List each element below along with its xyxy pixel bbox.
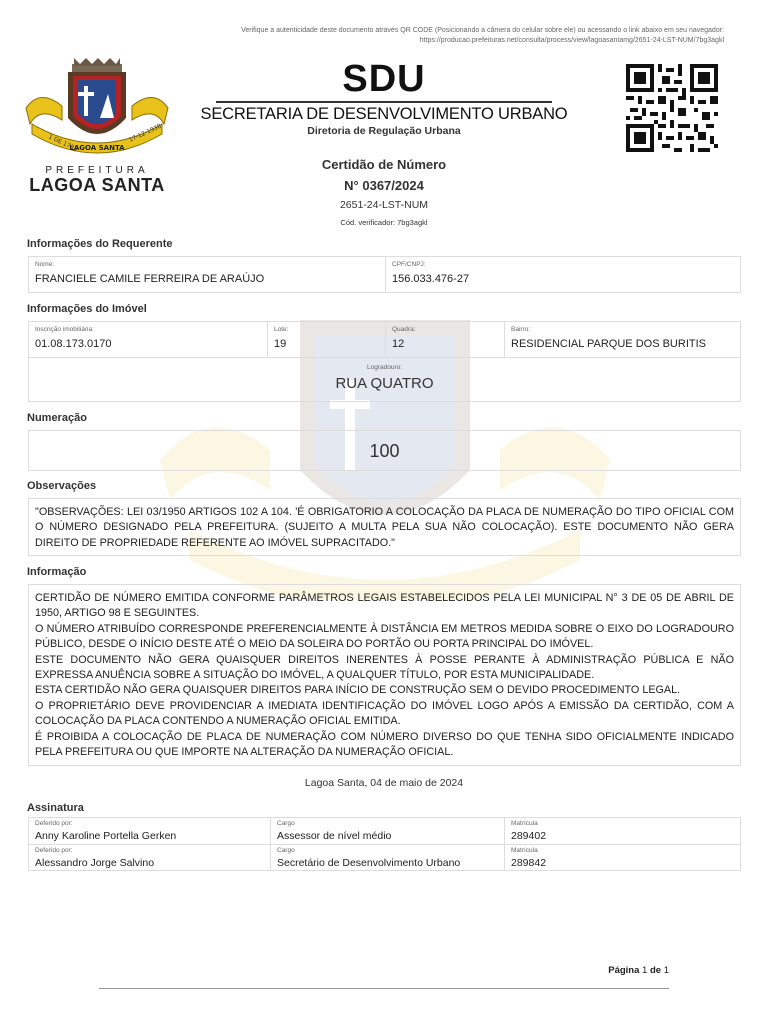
quadra-cell (385, 322, 504, 357)
informacao-heading: Informação (27, 566, 87, 578)
svg-text:LAGOA SANTA: LAGOA SANTA (69, 144, 125, 152)
page-label: Página (608, 965, 640, 976)
assinatura-heading: Assinatura (27, 802, 84, 814)
nome-label: Nome: (35, 261, 55, 268)
cargo-label: Cargo (277, 820, 295, 827)
deferido-label: Deferido por: (35, 820, 73, 827)
deferido-name: Anny Karoline Portella Gerken (35, 830, 177, 842)
assinatura-row (29, 818, 740, 845)
cpf-value: 156.033.476-27 (392, 273, 470, 285)
assinatura-table (28, 817, 741, 871)
lote-cell (267, 322, 385, 357)
city-name: LAGOA SANTA (29, 175, 165, 195)
deferido-label: Deferido por: (35, 847, 73, 854)
numeracao-box (28, 430, 741, 471)
qr-code[interactable] (626, 64, 718, 152)
diretoria-title: Diretoria de Regulação Urbana (307, 125, 461, 137)
matricula-label: Matrícula (511, 820, 538, 827)
place-date: Lagoa Santa, 04 de maio de 2024 (304, 777, 464, 789)
assinatura-row (29, 845, 740, 871)
requerente-box (28, 256, 741, 293)
inscricao-label: Inscrição imobiliária: (35, 326, 94, 333)
informacao-paragraph: ESTE DOCUMENTO NÃO GERA QUAISQUER DIREITOS INERENTES À POSSE PERANTE À ADMINISTRAÇÃO PÚBLICA E NÃO EXPRESSA ANUÊNCIA SOBRE A SITUAÇÃO DO IMÓVEL, A QUALQUER TÍTULO, POR ESTA MUNICIPALIDADE. (35, 653, 734, 682)
prefeitura-label: PREFEITURA (45, 165, 149, 176)
quadra-value: 12 (392, 338, 405, 350)
svg-text:1 DE 1733: 1 DE 1733 (47, 133, 79, 154)
de-label: de (649, 965, 662, 976)
lote-value: 19 (274, 338, 287, 350)
observacoes-box (28, 498, 741, 556)
bairro-value: RESIDENCIAL PARQUE DOS BURITIS (511, 338, 706, 350)
cargo-label: Cargo (277, 847, 295, 854)
deferido-cell (29, 818, 270, 844)
quadra-label: Quadra: (392, 326, 416, 333)
secretaria-title: SECRETARIA DE DESENVOLVIMENTO URBANO (200, 105, 568, 123)
matricula-cell (504, 845, 740, 871)
nome-value: FRANCIELE CAMILE FERREIRA DE ARAÚJO (35, 273, 265, 285)
certificate-number: N° 0367/2024 (344, 178, 424, 193)
cargo-cell (270, 845, 504, 871)
informacao-paragraph: É PROIBIDA A COLOCAÇÃO DE PLACA DE NUMERAÇÃO COM NÚMERO DIVERSO DO QUE TENHA SIDO OFICIALMENTE INDICADO PELA PREFEITURA OU QUE IMPORTE NA ALTERAÇÃO DA NUMERAÇÃO OFICIAL. (35, 730, 734, 759)
informacao-box (28, 584, 741, 766)
requerente-heading: Informações do Requerente (27, 238, 173, 250)
logradouro-box (28, 358, 741, 402)
imovel-box (28, 321, 741, 358)
bairro-cell (504, 322, 740, 357)
verification-text: Verifique a autenticidade deste documento através QR CODE (Posicionando a câmera do celular sobre ele) ou acessando o link abaixo em seu navegador: (241, 27, 724, 34)
observacoes-heading: Observações (27, 480, 97, 492)
svg-text:17-12-1938: 17-12-1938 (127, 122, 163, 144)
informacao-paragraph: ESTA CERTIDÃO NÃO GERA QUAISQUER DIREITOS PARA INÍCIO DE CONSTRUÇÃO SEM O DEVIDO PROCEDIMENTO LEGAL. (35, 684, 681, 697)
total-pages: 1 (663, 965, 669, 976)
sdu-title: SDU (342, 58, 426, 100)
logradouro-label: Logradouro: (366, 364, 403, 371)
verification-note (124, 26, 724, 46)
informacao-paragraph: O NÚMERO ATRIBUÍDO CORRESPONDE PREFERENCIALMENTE À DISTÂNCIA EM METROS MEDIDA SOBRE O EIXO DO LOGRADOURO PÚBLICO, DESDE O INÍCIO DESTE ATÉ O MEIO DA SOLEIRA DO PORTÃO OU PORTA PRINCIPAL DO IMÓVEL. (35, 622, 734, 651)
certificate-code: 2651-24-LST-NUM (339, 199, 429, 211)
informacao-paragraph: O PROPRIETÁRIO DEVE PROVIDENCIAR A IMEDIATA IDENTIFICAÇÃO DO IMÓVEL LOGO APÓS A EMISSÃO DA CERTIDÃO, COM A COLOCAÇÃO DA PLACA CONTENDO A NUMERAÇÃO OFICIAL EMITIDA. (35, 699, 734, 728)
cpf-label: CPF/CNPJ: (392, 261, 426, 268)
logradouro-value: RUA QUATRO (335, 375, 434, 392)
matricula-value: 289842 (511, 857, 547, 869)
verifier-code: Cód. verificador: 7bg3agkl (340, 218, 428, 227)
inscricao-cell (29, 322, 267, 357)
footer-divider (99, 988, 669, 989)
cpf-cell (385, 257, 740, 292)
informacao-paragraph: CERTIDÃO DE NÚMERO EMITIDA CONFORME PARÂMETROS LEGAIS ESTABELECIDOS PELA LEI MUNICIPAL N° 3 DE 05 DE ABRIL DE 1950, ARTIGO 98 E SEGUINTES. (35, 592, 734, 620)
nome-cell (29, 257, 385, 292)
lote-label: Lote: (274, 326, 289, 333)
matricula-label: Matrícula (511, 847, 538, 854)
numeracao-value: 100 (369, 441, 400, 461)
cargo-cell (270, 818, 504, 844)
matricula-value: 289402 (511, 830, 547, 842)
numeracao-heading: Numeração (27, 412, 87, 424)
page-number (608, 965, 669, 976)
imovel-heading: Informações do Imóvel (27, 303, 147, 315)
cargo-value: Secretário de Desenvolvimento Urbano (277, 857, 461, 869)
observacoes-text: "OBSERVAÇÕES: LEI 03/1950 ARTIGOS 102 A 104. 'É OBRIGATORIO A COLOCAÇÃO DA PLACA DE NUMERAÇÃO DO TIPO OFICIAL COM O NÚMERO DESIGNADO PELA PREFEITURA. (SUJEITO A MULTA PELA SUA NÃO COLOCAÇÃO). ESTE DOCUMENTO NÃO GERA DIREITO DE PROPRIEDADE REFERENTE AO IMÓVEL SUPRACITADO." (35, 506, 734, 549)
title-divider (216, 101, 552, 103)
bairro-label: Bairro: (511, 326, 531, 333)
matricula-cell (504, 818, 740, 844)
deferido-cell (29, 845, 270, 871)
deferido-name: Alessandro Jorge Salvino (35, 857, 155, 869)
inscricao-value: 01.08.173.0170 (35, 338, 112, 350)
verification-link[interactable]: https://producao.prefeituras.net/consulta/process/view/lagoasantamg/2651-24-LST-NUM/7bg3agkl (419, 37, 724, 44)
certificate-title: Certidão de Número (321, 157, 447, 172)
cargo-value: Assessor de nível médio (277, 830, 392, 842)
current-page: 1 (642, 965, 648, 976)
